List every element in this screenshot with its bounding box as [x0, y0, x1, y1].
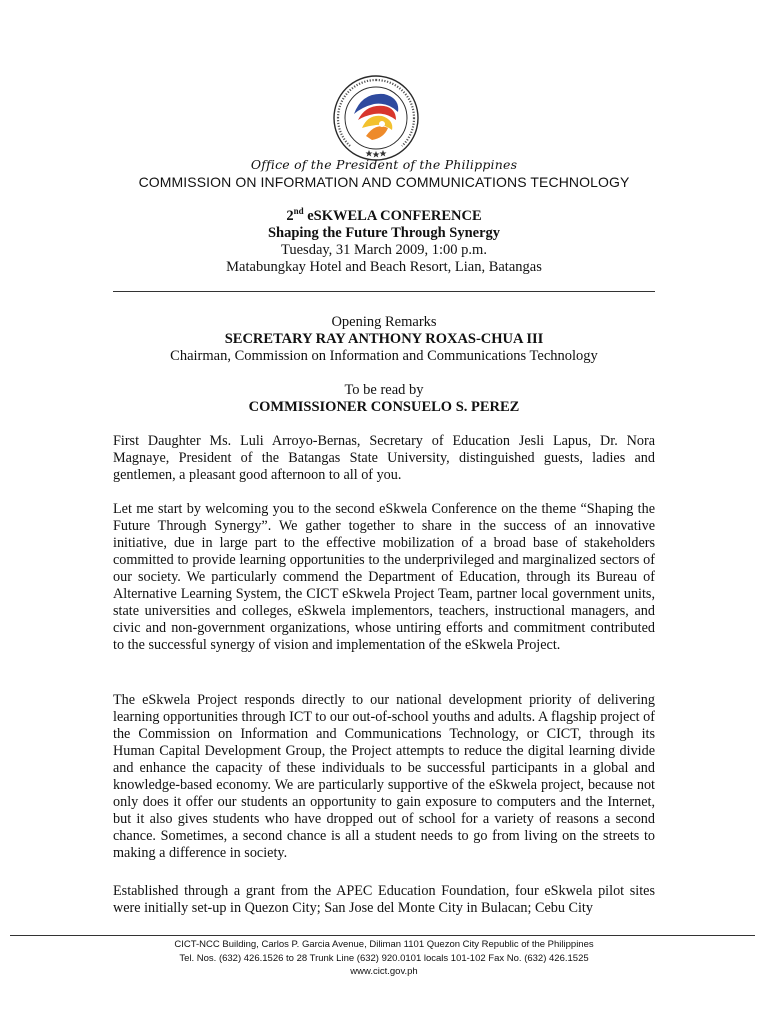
- remarks-heading-block: [0, 314, 768, 365]
- page-footer: [0, 938, 768, 979]
- footer-phones: Tel. Nos. (632) 426.1526 to 28 Trunk Line (632) 920.0101 locals 101-102 Fax No. (632) 426.1525: [179, 952, 589, 964]
- read-by-block: [0, 382, 768, 416]
- office-of-president-line: Office of the President of the Philippines: [250, 157, 518, 172]
- conference-ordinal-suffix: nd: [293, 206, 304, 217]
- speaker-name: SECRETARY RAY ANTHONY ROXAS-CHUA III: [224, 331, 544, 347]
- cict-seal-logo: [332, 74, 420, 162]
- body-paragraph: Established through a grant from the APEC Education Foundation, four eSkwela pilot sites were initially set-up in Quezon City; San Jose del Monte City in Bulacan; Cebu City: [113, 883, 655, 916]
- remarks-heading: Opening Remarks: [331, 314, 437, 330]
- conference-venue: Matabungkay Hotel and Beach Resort, Lian, Batangas: [226, 259, 542, 275]
- conference-details: [0, 208, 768, 276]
- body-paragraph: First Daughter Ms. Luli Arroyo-Bernas, Secretary of Education Jesli Lapus, Dr. Nora Magnaye, President of the Batangas State University, distinguished guests, ladies and gentlemen, a pleasant good afternoon to all of you.: [113, 433, 655, 483]
- conference-date-time: Tuesday, 31 March 2009, 1:00 p.m.: [281, 242, 487, 258]
- body-paragraph: Let me start by welcoming you to the second eSkwela Conference on the theme “Shaping the Future Through Synergy”. We gather together to share in the success of an innovative initiative, due in large part to the effective mobilization of a broad base of stakeholders committed to provide learning opportunities to the underprivileged and marginalized sectors of our society. We particularly commend the Department of Education, through its Bureau of Alternative Learning System, the CICT eSkwela Project Team, partner local government units, state universities and colleges, eSkwela implementors, teachers, instructional managers, and civic and non-government organizations, whose untiring efforts and commitment contributed to the successful synergy of vision and implementation of the eSkwela Project.: [113, 501, 655, 653]
- footer-divider: [10, 935, 755, 936]
- conference-title: [0, 208, 768, 225]
- conference-theme: Shaping the Future Through Synergy: [267, 225, 501, 241]
- commission-name: COMMISSION ON INFORMATION AND COMMUNICATIONS TECHNOLOGY: [138, 174, 630, 190]
- footer-address: CICT-NCC Building, Carlos P. Garcia Avenue, Diliman 1101 Quezon City Republic of the Philippines: [174, 939, 594, 950]
- header-divider: [113, 291, 655, 292]
- body-paragraph: The eSkwela Project responds directly to our national development priority of delivering learning opportunities through ICT to our out-of-school youths and adults. A flagship project of the Commission on Information and Communications Technology, or CICT, through its Human Capital Development Group, the Project attempts to reduce the digital learning divide and enhance the capacity of these individuals to be successful participants in a global and knowledge-based economy. We are particularly supportive of the eSkwela project, because not only does it offer our students an opportunity to gain exposure to computers and the Internet, but it also gives students who have dropped out of school for a variety of reasons a second chance. Sometimes, a second chance is all a student needs to go from living on the streets to making a difference in society.: [113, 692, 655, 861]
- footer-website[interactable]: www.cict.gov.ph: [350, 966, 418, 977]
- read-by-label: To be read by: [344, 382, 424, 398]
- speaker-title: Chairman, Commission on Information and Communications Technology: [170, 348, 598, 364]
- conference-ordinal-number: 2: [286, 208, 294, 224]
- conference-name: eSKWELA CONFERENCE: [307, 208, 482, 224]
- reader-name: COMMISSIONER CONSUELO S. PEREZ: [248, 399, 520, 415]
